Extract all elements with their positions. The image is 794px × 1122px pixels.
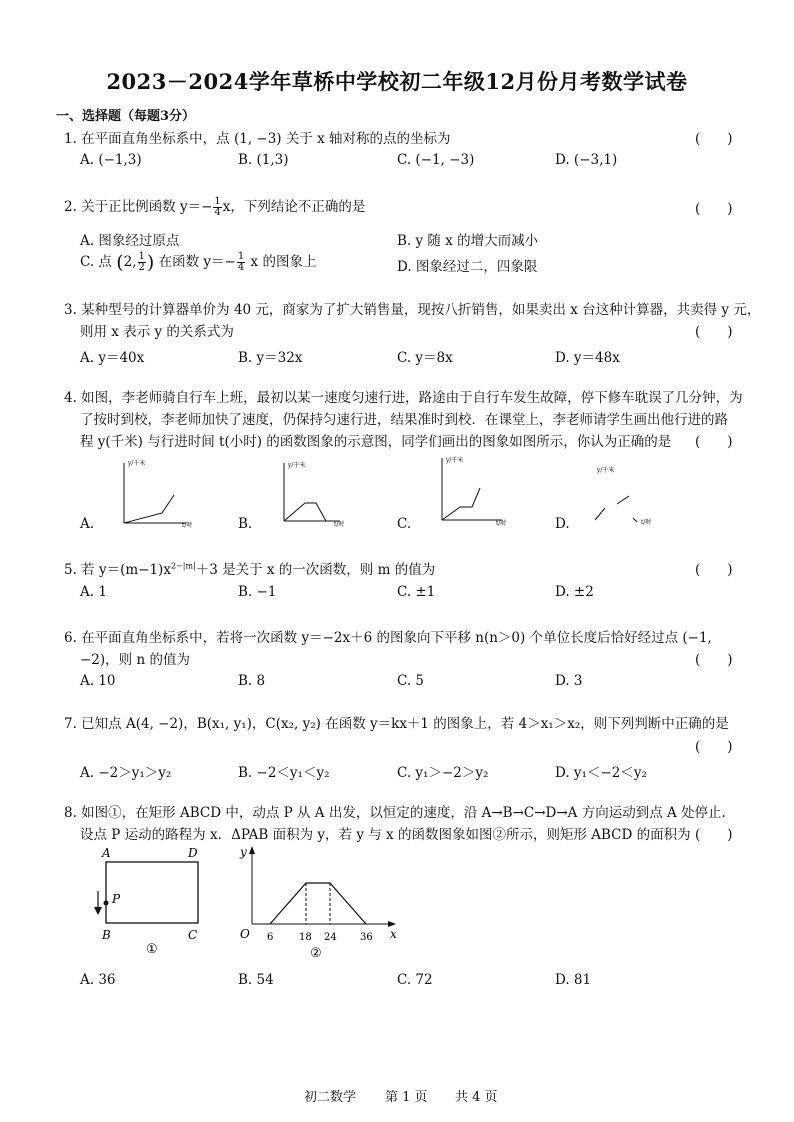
q8-figure-graph bbox=[232, 842, 407, 964]
q6-line1: 6. 在平面直角坐标系中，若将一次函数 y＝−2x＋6 的图象向下平移 n(n＞0) 个单位长度后恰好经过点 (−1, bbox=[64, 630, 712, 646]
q1-answer-paren: ( ) bbox=[695, 131, 733, 147]
svg-text:①: ① bbox=[146, 942, 158, 957]
svg-text:t/时: t/时 bbox=[496, 520, 507, 527]
q4-option-d: D. bbox=[555, 516, 570, 532]
q8-figure-rectangle bbox=[88, 845, 218, 960]
svg-text:t/时: t/时 bbox=[182, 522, 193, 529]
q7-option-b: B. −2＜y₁＜y₂ bbox=[238, 765, 330, 781]
q8-option-d: D. 81 bbox=[555, 972, 592, 988]
q7-line1: 7. 已知点 A(4, −2)，B(x₁, y₁)，C(x₂, y₂) 在函数 y＝kx＋1 的图象上，若 4＞x₁＞x₂，则下列判断中正确的是 bbox=[64, 716, 729, 732]
svg-text:D: D bbox=[188, 846, 198, 860]
q3-line2: 则用 x 表示 y 的关系式为 bbox=[80, 324, 234, 340]
q7-option-d: D. y₁＜−2＜y₂ bbox=[555, 765, 647, 781]
q5-option-b: B. −1 bbox=[238, 584, 277, 600]
q1-option-d: D. (−3,1) bbox=[555, 152, 618, 168]
svg-text:y/千米: y/千米 bbox=[446, 457, 464, 464]
q6-answer-paren: ( ) bbox=[695, 652, 733, 668]
q5-option-c: C. ±1 bbox=[397, 584, 436, 600]
q3-answer-paren: ( ) bbox=[695, 324, 733, 340]
q2-answer-paren: ( ) bbox=[695, 201, 733, 217]
q3-line1: 3. 某种型号的计算器单价为 40 元，商家为了扩大销售量，现按八折销售，如果卖出 x 台这种计算器，共卖得 y 元， bbox=[64, 302, 761, 318]
q7-option-a: A. −2＞y₁＞y₂ bbox=[80, 765, 172, 781]
svg-text:C: C bbox=[188, 928, 198, 942]
q3-option-b: B. y＝32x bbox=[238, 350, 303, 366]
q5-option-a: A. 1 bbox=[80, 584, 107, 600]
q2-stem-post: x，下列结论不正确的是 bbox=[222, 199, 366, 215]
q8-option-b: B. 54 bbox=[238, 972, 274, 988]
q1-option-c: C. (−1, −3) bbox=[397, 152, 475, 168]
q4-answer-paren: ( ) bbox=[695, 434, 733, 450]
q4-graph-c bbox=[430, 450, 520, 528]
q4-option-a: A. bbox=[80, 516, 95, 532]
q4-option-b: B. bbox=[238, 516, 253, 532]
svg-text:y: y bbox=[240, 845, 247, 859]
q3-option-d: D. y＝48x bbox=[555, 350, 620, 366]
q4-line2: 了按时到校，李老师加快了速度，仍保持匀速行进，结果准时到校．在课堂上，李老师请学生画出他行进的路 bbox=[80, 412, 728, 428]
svg-text:24: 24 bbox=[324, 932, 337, 943]
q1-option-b: B. (1,3) bbox=[238, 152, 289, 168]
q4-graph-b bbox=[270, 455, 360, 530]
footer-page-number: 第 1 页 bbox=[385, 1090, 428, 1105]
q3-option-c: C. y＝8x bbox=[397, 350, 453, 366]
q6-option-c: C. 5 bbox=[397, 673, 425, 689]
q1-stem: 1. 在平面直角坐标系中，点 (1, −3) 关于 x 轴对称的点的坐标为 bbox=[64, 131, 451, 147]
q2-option-a: A. 图象经过原点 bbox=[80, 233, 180, 249]
q4-option-c: C. bbox=[397, 516, 412, 532]
q2-stem-pre: 2. 关于正比例函数 y＝− bbox=[64, 199, 213, 215]
svg-text:B: B bbox=[102, 928, 111, 942]
q8-option-a: A. 36 bbox=[80, 972, 116, 988]
q2-stem bbox=[64, 195, 365, 218]
svg-text:t/时: t/时 bbox=[334, 521, 345, 528]
q7-answer-paren: ( ) bbox=[695, 739, 733, 755]
svg-text:6: 6 bbox=[267, 932, 274, 943]
svg-text:O: O bbox=[240, 927, 250, 941]
exam-title: 2023－2024学年草桥中学校初二年级12月份月考数学试卷 bbox=[106, 69, 688, 94]
q5-answer-paren: ( ) bbox=[695, 562, 733, 578]
q6-option-a: A. 10 bbox=[80, 673, 116, 689]
svg-text:18: 18 bbox=[299, 932, 312, 943]
svg-text:y/千米: y/千米 bbox=[597, 467, 615, 474]
q6-option-d: D. 3 bbox=[555, 673, 583, 689]
q1-option-a: A. (−1,3) bbox=[80, 152, 142, 168]
q6-option-b: B. 8 bbox=[238, 673, 266, 689]
q4-line3: 程 y(千米) 与行进时间 t(小时) 的函数图象的示意图，同学们画出的图象如图所示，你认为正确的是 bbox=[80, 434, 672, 450]
q8-line2: 设点 P 运动的路程为 x．ΔPAB 面积为 y，若 y 与 x 的函数图象如图②所示，则矩形 ABCD 的面积为 bbox=[80, 827, 691, 843]
footer-subject: 初二数学 bbox=[304, 1090, 357, 1105]
footer-total-pages: 共 4 页 bbox=[455, 1090, 498, 1105]
q8-answer-paren: ( ) bbox=[695, 827, 733, 843]
q5-option-d: D. ±2 bbox=[555, 584, 594, 600]
section-heading: 一、选择题（每题3分） bbox=[56, 109, 196, 124]
q5-stem: 5. 若 $y=(m-1)x^{2-|m|}+3$ 是关于 x 的一次函数，则 m 的值为 bbox=[64, 561, 436, 578]
q4-graph-d bbox=[585, 462, 665, 527]
q7-option-c: C. y₁＞−2＞y₂ bbox=[397, 765, 489, 781]
q2-option-b: B. y 随 x 的增大而减小 bbox=[397, 233, 539, 249]
q8-option-c: C. 72 bbox=[397, 972, 433, 988]
svg-text:y/千米: y/千米 bbox=[128, 460, 146, 467]
q4-graph-a bbox=[112, 455, 202, 530]
q2-option-d: D. 图象经过二，四象限 bbox=[397, 259, 538, 275]
q4-line1: 4. 如图，李老师骑自行车上班，最初以某一速度匀速行进，路途由于自行车发生故障，停下修车耽误了几分钟，为 bbox=[64, 390, 743, 406]
q6-line2: −2)，则 n 的值为 bbox=[80, 652, 190, 668]
q8-line1: 8. 如图①，在矩形 ABCD 中，动点 P 从 A 出发，以恒定的速度，沿 A→B→C→D→A 方向运动到点 A 处停止. bbox=[64, 805, 726, 821]
svg-text:A: A bbox=[102, 846, 111, 860]
svg-text:x: x bbox=[390, 927, 397, 941]
svg-text:y/千米: y/千米 bbox=[288, 462, 306, 469]
svg-text:②: ② bbox=[310, 946, 322, 961]
svg-text:t/时: t/时 bbox=[641, 519, 652, 526]
q3-option-a: A. y＝40x bbox=[80, 350, 145, 366]
q2-option-c: C. 点 (2, $\frac{1}{2}$ ) 在函数 y＝− $\frac{1}{4}$ x 的图象上 bbox=[80, 251, 317, 274]
svg-text:P: P bbox=[112, 892, 121, 906]
svg-text:36: 36 bbox=[360, 932, 373, 943]
q2-fraction: $\frac{1}{4}$ bbox=[214, 196, 221, 218]
